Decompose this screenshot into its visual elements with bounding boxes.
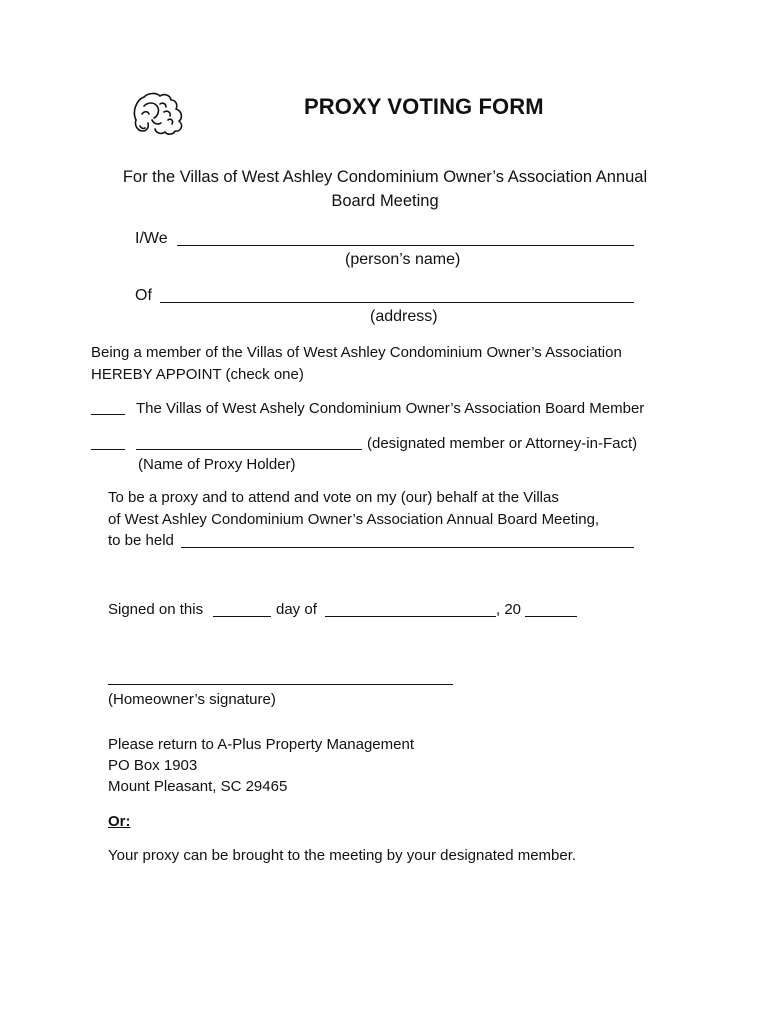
address-label: Of [135,287,152,304]
signed-day-of: day of [276,601,317,618]
signed-year-prefix: , 20 [496,601,522,618]
proxy-holder-name-field[interactable] [136,449,362,450]
membership-line-1: Being a member of the Villas of West Ashley Condominium Owner’s Association [91,344,622,361]
seashell-icon [130,90,192,140]
option-2-checkbox[interactable] [91,449,125,450]
return-line-2: PO Box 1903 [108,757,198,774]
membership-line-2: HEREBY APPOINT (check one) [91,366,304,383]
address-field[interactable] [160,302,634,303]
option-1-checkbox[interactable] [91,414,125,415]
purpose-line-2: of West Ashley Condominium Owner’s Association Annual Board Meeting, [108,511,600,528]
option-1-label: The Villas of West Ashely Condominium Owner’s Association Board Member [136,400,645,417]
form-title: PROXY VOTING FORM [304,94,544,119]
signed-month-field[interactable] [325,616,496,617]
signed-year-field[interactable] [525,616,577,617]
person-name-field[interactable] [177,245,634,246]
return-line-3: Mount Pleasant, SC 29465 [108,778,288,795]
or-heading: Or: [108,813,131,830]
person-caption: (person’s name) [345,251,461,268]
person-label: I/We [135,230,168,247]
homeowner-signature-field[interactable] [108,684,453,685]
meeting-date-field[interactable] [181,547,634,548]
intro-line-2: Board Meeting [331,192,439,210]
signature-caption: (Homeowner’s signature) [108,691,276,708]
intro-line-1: For the Villas of West Ashley Condominium Owner’s Association Annual [122,168,648,186]
option-2-caption: (Name of Proxy Holder) [138,456,296,473]
return-line-1: Please return to A-Plus Property Management [108,736,414,753]
purpose-line-1: To be a proxy and to attend and vote on my (our) behalf at the Villas [108,489,559,506]
alternative-text: Your proxy can be brought to the meeting by your designated member. [108,847,577,864]
signed-prefix: Signed on this [108,601,204,618]
address-caption: (address) [370,308,438,325]
purpose-line-3: to be held [108,532,174,549]
option-2-label: (designated member or Attorney-in-Fact) [367,435,638,452]
signed-day-field[interactable] [213,616,271,617]
